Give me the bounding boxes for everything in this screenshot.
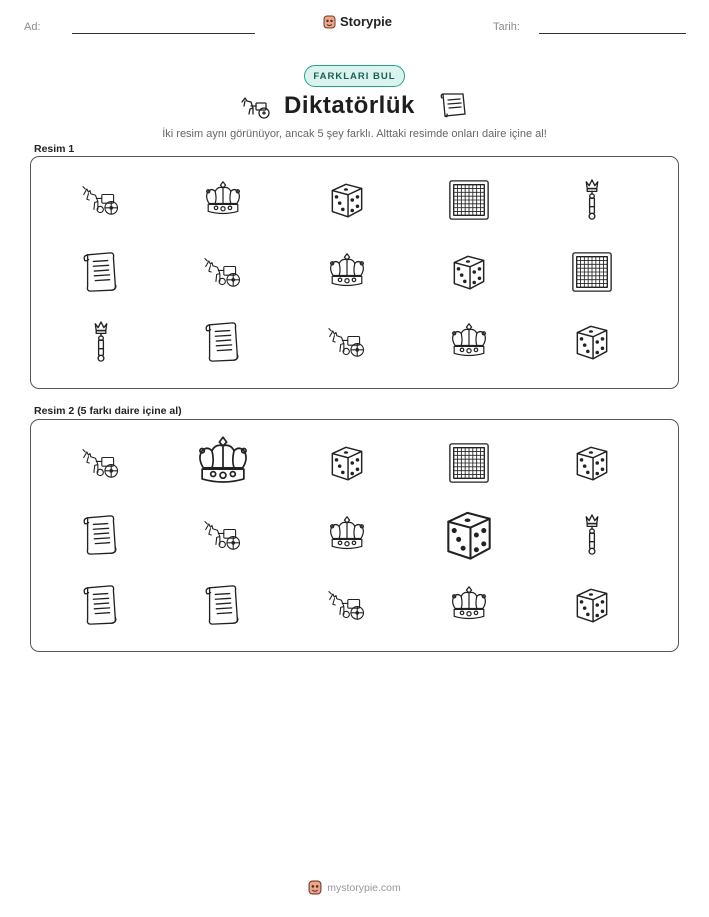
worksheet-type-badge: FARKLARI BUL — [304, 65, 405, 87]
picture-2-dice-icon[interactable] — [570, 583, 614, 627]
picture-2-crown-icon[interactable] — [325, 514, 369, 556]
name-line[interactable] — [72, 33, 255, 34]
picture-1-dice-icon — [570, 320, 614, 364]
picture-2-dice-icon[interactable] — [325, 441, 369, 485]
picture-1-crown-icon — [325, 251, 369, 293]
picture-1-scroll-icon — [201, 320, 245, 364]
picture-1-scepter-icon — [581, 178, 603, 222]
picture-2-dice-icon[interactable] — [570, 441, 614, 485]
picture-2-scepter-icon[interactable] — [581, 513, 603, 557]
picture-1-crown-icon — [201, 179, 245, 221]
picture-1-scepter-icon — [90, 320, 112, 364]
date-label: Tarih: — [493, 21, 520, 33]
picture-1-carriage-icon — [201, 256, 245, 289]
carriage-icon — [238, 92, 274, 122]
picture-2-scroll-icon[interactable] — [79, 583, 123, 627]
picture-2-crown-icon[interactable] — [447, 584, 491, 626]
picture-2-crown-icon[interactable] — [192, 434, 254, 493]
storypie-mascot-icon — [308, 880, 322, 895]
picture-1-carriage-icon — [79, 184, 123, 217]
picture-2-panel — [30, 419, 679, 652]
brand-name: Storypie — [340, 14, 393, 29]
scroll-icon — [436, 90, 472, 120]
picture-2-dice-icon[interactable] — [438, 504, 500, 566]
picture-1-grid-icon — [447, 178, 491, 222]
picture-1-panel — [30, 156, 679, 389]
picture-2-scroll-icon[interactable] — [201, 583, 245, 627]
picture-2-carriage-icon[interactable] — [79, 447, 123, 480]
picture-1-label: Resim 1 — [34, 143, 75, 155]
picture-1-dice-icon — [447, 250, 491, 294]
picture-1-carriage-icon — [325, 326, 369, 359]
picture-2-grid-icon[interactable] — [447, 441, 491, 485]
picture-1-crown-icon — [447, 321, 491, 363]
page-title: Diktatörlük — [284, 92, 415, 119]
storypie-mascot-icon — [323, 15, 336, 29]
date-line[interactable] — [539, 33, 686, 34]
storypie-logo — [323, 14, 392, 29]
picture-2-carriage-icon[interactable] — [201, 519, 245, 552]
picture-2-label: Resim 2 (5 farkı daire içine al) — [34, 405, 182, 417]
name-label: Ad: — [24, 21, 41, 33]
picture-1-grid-icon — [570, 250, 614, 294]
footer — [0, 880, 709, 895]
footer-site: mystorypie.com — [327, 881, 401, 894]
picture-2-carriage-icon[interactable] — [325, 589, 369, 622]
picture-1-dice-icon — [325, 178, 369, 222]
picture-2-scroll-icon[interactable] — [79, 513, 123, 557]
instructions-text: İki resim aynı görünüyor, ancak 5 şey farklı. Alttaki resimde onları daire içine al! — [162, 128, 547, 140]
picture-1-scroll-icon — [79, 250, 123, 294]
